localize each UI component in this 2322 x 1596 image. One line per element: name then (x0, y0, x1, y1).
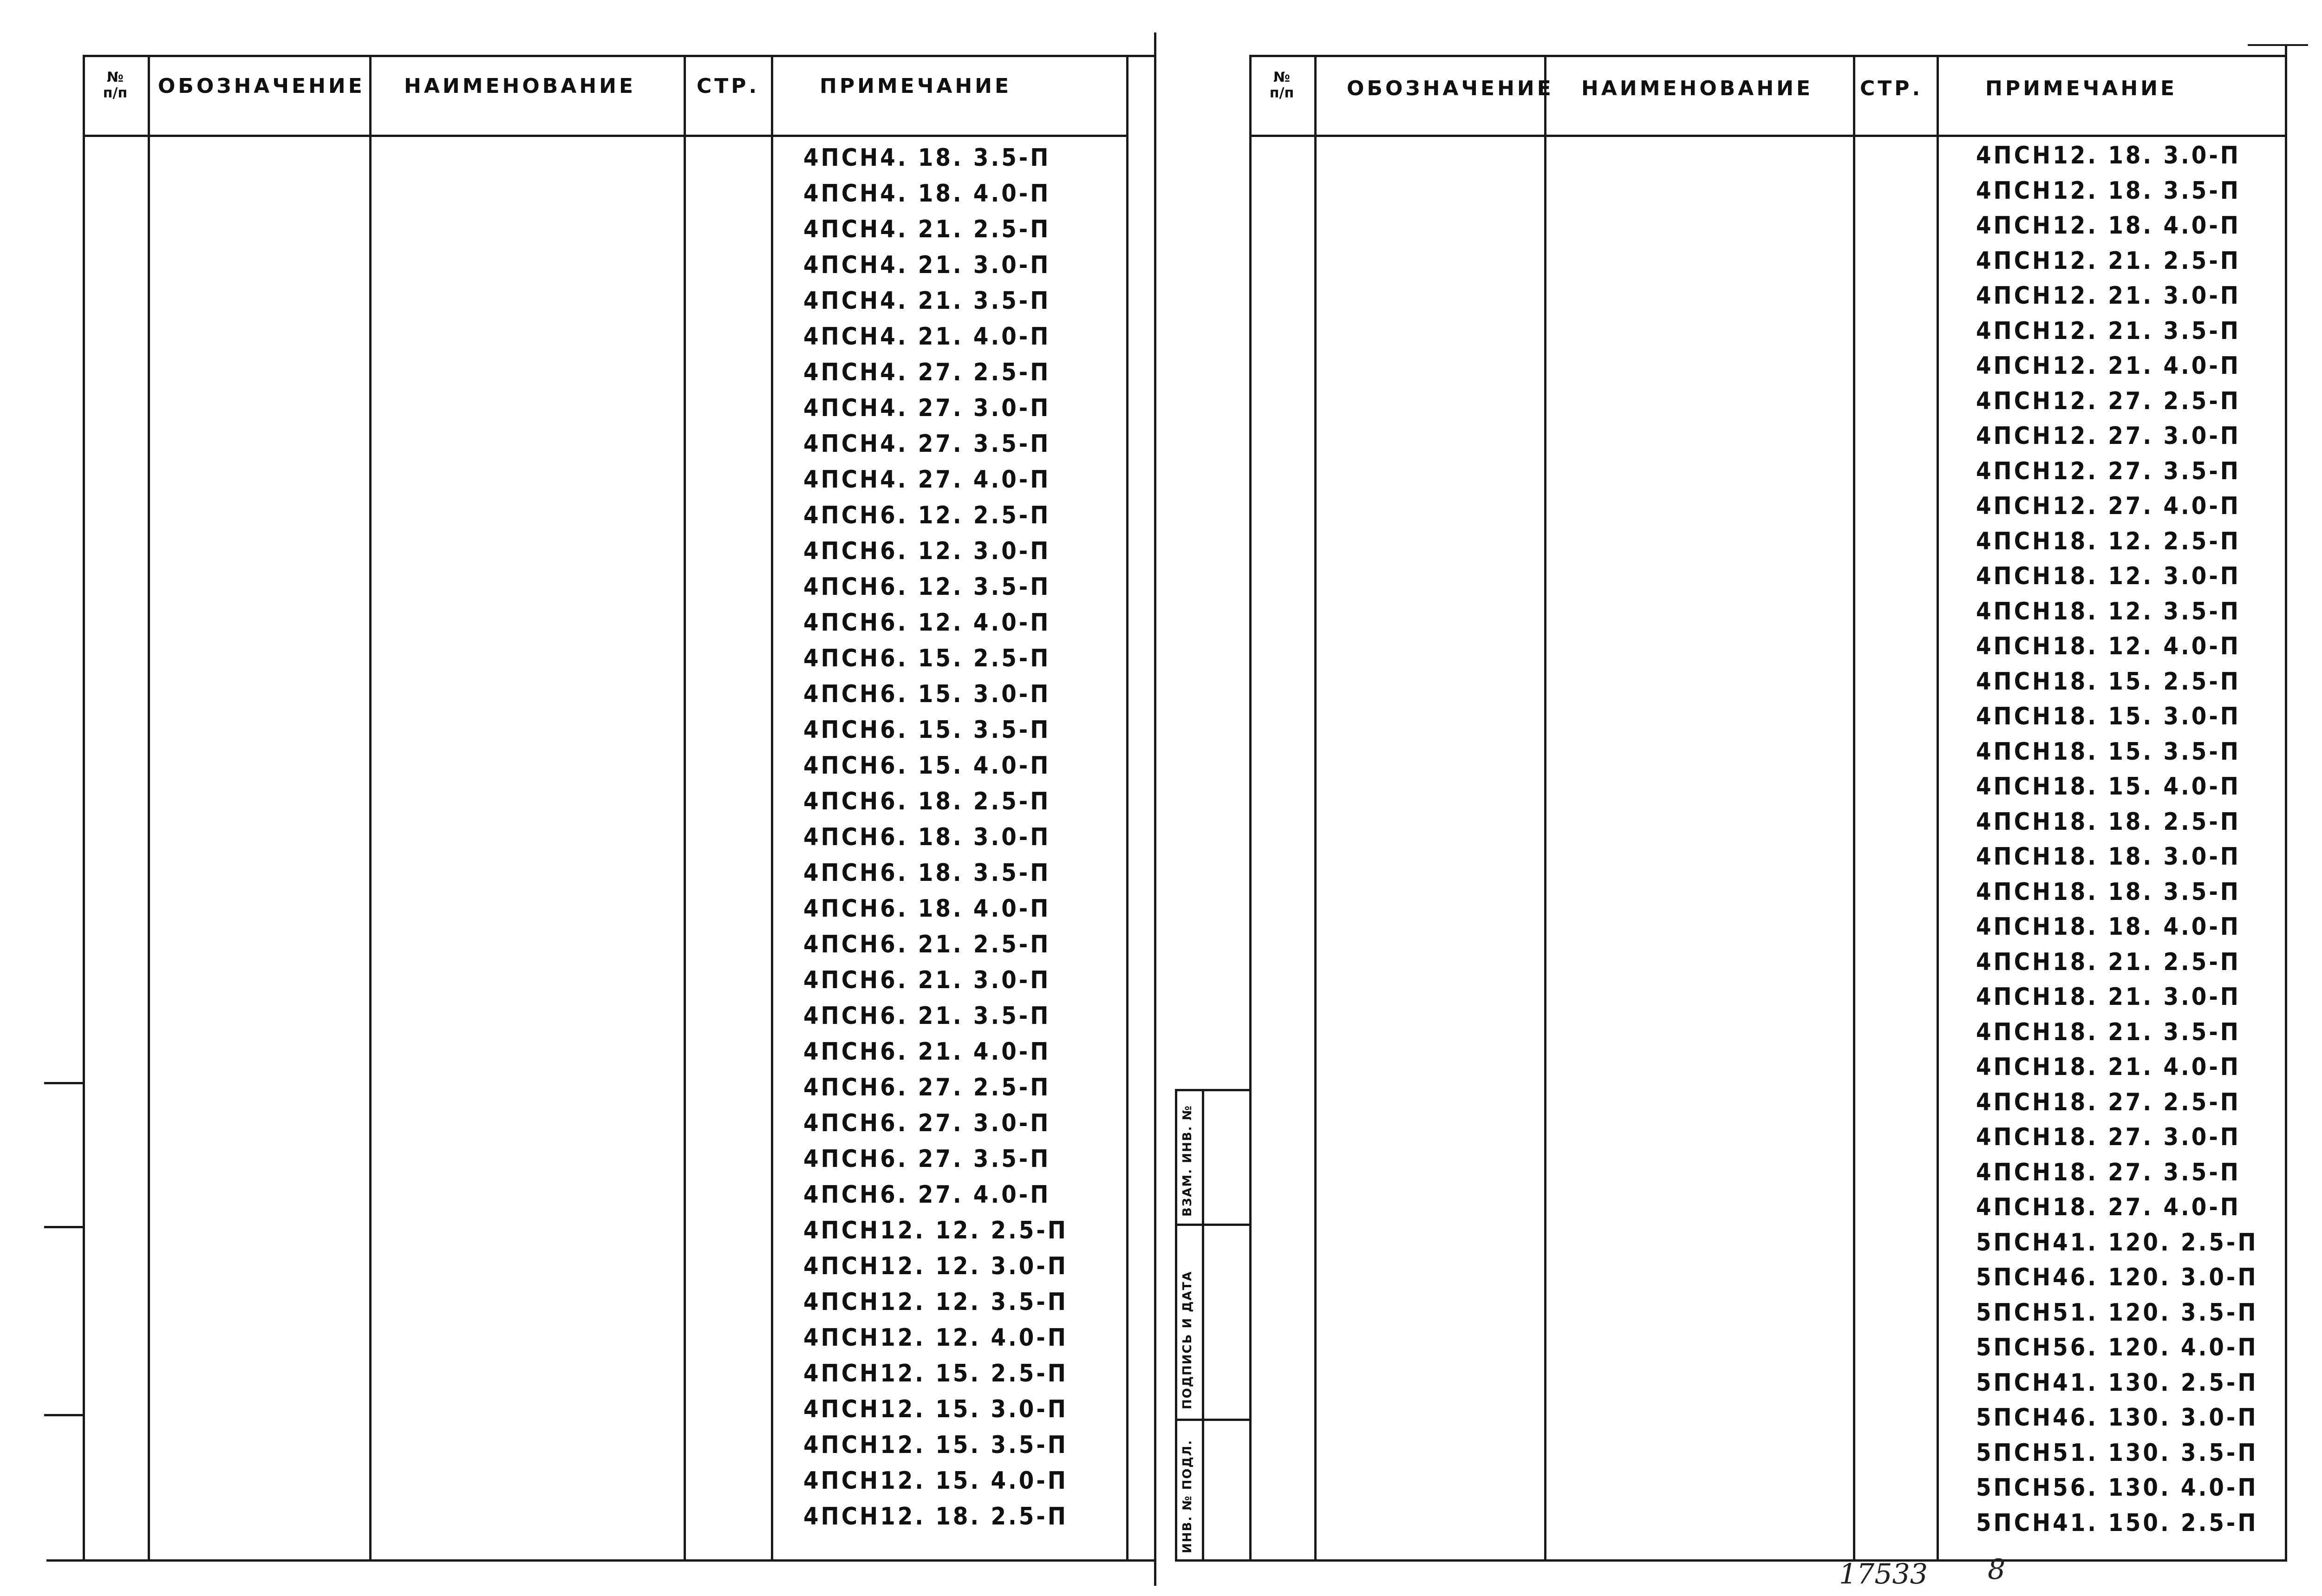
note-entry: 4ПСН12. 27. 4.0-П (1976, 492, 2241, 520)
note-entry: 4ПСН18. 21. 4.0-П (1976, 1053, 2241, 1081)
note-entry: 4ПСН12. 27. 3.0-П (1976, 422, 2241, 450)
note-entry: 5ПСН41. 130. 2.5-П (1976, 1368, 2258, 1397)
footer-doc-number: 17533 (1839, 1558, 1928, 1590)
note-entry: 4ПСН18. 21. 3.0-П (1976, 983, 2241, 1011)
note-entry: 4ПСН18. 12. 3.5-П (1976, 597, 2241, 625)
note-entry: 4ПСН12. 18. 4.0-П (1976, 212, 2241, 240)
right-header-page: СТР. (1860, 77, 1923, 100)
right-col-page-divider (1937, 55, 1939, 1562)
right-col-designation-divider (1544, 55, 1546, 1562)
note-entry: 5ПСН41. 120. 2.5-П (1976, 1228, 2258, 1257)
note-entry: 4ПСН6. 18. 3.0-П (803, 823, 1051, 851)
note-entry: 4ПСН6. 15. 3.5-П (803, 716, 1051, 744)
note-entry: 4ПСН12. 12. 4.0-П (803, 1324, 1068, 1352)
note-entry: 5ПСН51. 120. 3.5-П (1976, 1298, 2258, 1327)
note-entry: 5ПСН56. 120. 4.0-П (1976, 1334, 2258, 1361)
note-entry: 4ПСН6. 12. 4.0-П (803, 609, 1051, 637)
right-outer-right (2285, 44, 2287, 1562)
note-entry: 4ПСН18. 15. 3.0-П (1976, 703, 2241, 730)
note-entry: 4ПСН6. 21. 2.5-П (803, 931, 1051, 958)
note-entry: 4ПСН18. 18. 3.0-П (1976, 843, 2241, 871)
stamp-sign-date: ПОДПИСЬ И ДАТА (1181, 1270, 1194, 1409)
left-header-name: НАИМЕНОВАНИЕ (404, 74, 636, 98)
note-entry: 4ПСН12. 18. 3.0-П (1976, 142, 2241, 169)
note-entry: 4ПСН12. 27. 3.5-П (1976, 457, 2241, 485)
note-entry: 4ПСН12. 21. 3.0-П (1976, 282, 2241, 310)
note-entry: 4ПСН12. 15. 3.0-П (803, 1395, 1068, 1423)
note-entry: 4ПСН18. 27. 4.0-П (1976, 1193, 2241, 1221)
note-entry: 5ПСН41. 150. 2.5-П (1976, 1509, 2258, 1537)
right-header-top (1249, 55, 2287, 57)
note-entry: 4ПСН6. 21. 3.5-П (803, 1002, 1051, 1030)
note-entry: 5ПСН51. 130. 3.5-П (1976, 1439, 2258, 1467)
note-entry: 4ПСН6. 27. 3.5-П (803, 1145, 1051, 1173)
right-bottom-line (1175, 1559, 2287, 1562)
note-entry: 4ПСН12. 18. 2.5-П (803, 1503, 1068, 1531)
note-entry: 4ПСН6. 15. 4.0-П (803, 752, 1051, 780)
note-entry: 4ПСН4. 27. 3.0-П (803, 394, 1051, 422)
note-entry: 4ПСН6. 15. 2.5-П (803, 645, 1051, 672)
note-entry: 4ПСН12. 12. 2.5-П (803, 1217, 1068, 1244)
note-entry: 4ПСН18. 27. 3.0-П (1976, 1123, 2241, 1151)
note-entry: 4ПСН6. 21. 3.0-П (803, 966, 1051, 994)
right-header-bottom (1249, 135, 2287, 137)
note-entry: 4ПСН12. 21. 2.5-П (1976, 247, 2241, 275)
right-top-corner-mark (2248, 44, 2308, 46)
right-border-line (1249, 55, 1252, 1562)
stamp-replace-inv: ВЗАМ. ИНВ. № (1181, 1105, 1194, 1217)
note-entry: 4ПСН12. 15. 3.5-П (803, 1431, 1068, 1459)
note-entry: 5ПСН46. 120. 3.0-П (1976, 1264, 2258, 1291)
left-header-note: ПРИМЕЧАНИЕ (820, 74, 1012, 98)
note-entry: 4ПСН18. 15. 3.5-П (1976, 737, 2241, 766)
note-entry: 4ПСН18. 18. 4.0-П (1976, 913, 2241, 941)
note-entry: 4ПСН6. 12. 3.5-П (803, 573, 1051, 601)
note-entry: 4ПСН6. 27. 3.0-П (803, 1109, 1051, 1137)
note-entry: 5ПСН46. 130. 3.0-П (1976, 1404, 2258, 1432)
note-entry: 4ПСН18. 18. 2.5-П (1976, 808, 2241, 836)
note-entry: 4ПСН4. 18. 3.5-П (803, 144, 1051, 172)
note-entry: 4ПСН4. 27. 2.5-П (803, 358, 1051, 386)
note-entry: 4ПСН6. 27. 4.0-П (803, 1181, 1051, 1209)
note-entry: 4ПСН4. 21. 2.5-П (803, 215, 1051, 243)
note-entry: 4ПСН12. 15. 2.5-П (803, 1360, 1068, 1388)
note-entry: 4ПСН18. 15. 4.0-П (1976, 773, 2241, 801)
note-entry: 4ПСН12. 18. 3.5-П (1976, 176, 2241, 205)
note-entry: 4ПСН4. 27. 3.5-П (803, 430, 1051, 458)
footer-sheet-number: 8 (1988, 1553, 2006, 1586)
note-entry: 4ПСН12. 15. 4.0-П (803, 1467, 1068, 1495)
note-entry: 4ПСН6. 18. 4.0-П (803, 895, 1051, 923)
right-header-note: ПРИМЕЧАНИЕ (1985, 77, 2178, 100)
right-col-name-divider (1853, 55, 1855, 1562)
note-entry: 4ПСН6. 18. 3.5-П (803, 859, 1051, 887)
note-entry: 4ПСН6. 12. 3.0-П (803, 537, 1051, 565)
note-entry: 4ПСН18. 12. 2.5-П (1976, 527, 2241, 555)
note-entry: 4ПСН12. 12. 3.0-П (803, 1252, 1068, 1280)
note-entry: 5ПСН56. 130. 4.0-П (1976, 1474, 2258, 1502)
note-entry: 4ПСН6. 12. 2.5-П (803, 502, 1051, 529)
note-entry: 4ПСН4. 27. 4.0-П (803, 466, 1051, 494)
left-header-num: № п/п (103, 69, 128, 101)
note-entry: 4ПСН12. 12. 3.5-П (803, 1288, 1068, 1316)
note-entry: 4ПСН12. 21. 3.5-П (1976, 317, 2241, 345)
note-entry: 4ПСН18. 27. 3.5-П (1976, 1158, 2241, 1186)
left-header-page: СТР. (697, 74, 760, 98)
right-header-num: № п/п (1269, 69, 1294, 101)
note-entry: 4ПСН4. 18. 4.0-П (803, 180, 1051, 208)
note-entry: 4ПСН18. 27. 2.5-П (1976, 1088, 2241, 1116)
note-entry: 4ПСН18. 15. 2.5-П (1976, 667, 2241, 696)
stamp-inv-orig: ИНВ. № ПОДЛ. (1181, 1439, 1194, 1553)
note-entry: 4ПСН6. 27. 2.5-П (803, 1074, 1051, 1101)
note-entry: 4ПСН6. 15. 3.0-П (803, 680, 1051, 708)
note-entry: 4ПСН4. 21. 4.0-П (803, 323, 1051, 351)
right-header-name: НАИМЕНОВАНИЕ (1581, 77, 1813, 100)
right-header-designation: ОБОЗНАЧЕНИЕ (1347, 77, 1554, 100)
note-entry: 4ПСН18. 12. 4.0-П (1976, 632, 2241, 660)
note-entry: 4ПСН6. 18. 2.5-П (803, 788, 1051, 815)
note-entry: 4ПСН4. 21. 3.0-П (803, 251, 1051, 279)
note-entry: 4ПСН12. 21. 4.0-П (1976, 352, 2241, 380)
note-entry: 4ПСН18. 21. 2.5-П (1976, 948, 2241, 976)
note-entry: 4ПСН18. 18. 3.5-П (1976, 878, 2241, 906)
note-entry: 4ПСН18. 12. 3.0-П (1976, 562, 2241, 590)
left-header-designation: ОБОЗНАЧЕНИЕ (158, 74, 365, 98)
note-entry: 4ПСН12. 27. 2.5-П (1976, 387, 2241, 415)
right-col-num-divider (1314, 55, 1317, 1562)
note-entry: 4ПСН6. 21. 4.0-П (803, 1038, 1051, 1066)
note-entry: 4ПСН18. 21. 3.5-П (1976, 1018, 2241, 1046)
note-entry: 4ПСН4. 21. 3.5-П (803, 287, 1051, 315)
